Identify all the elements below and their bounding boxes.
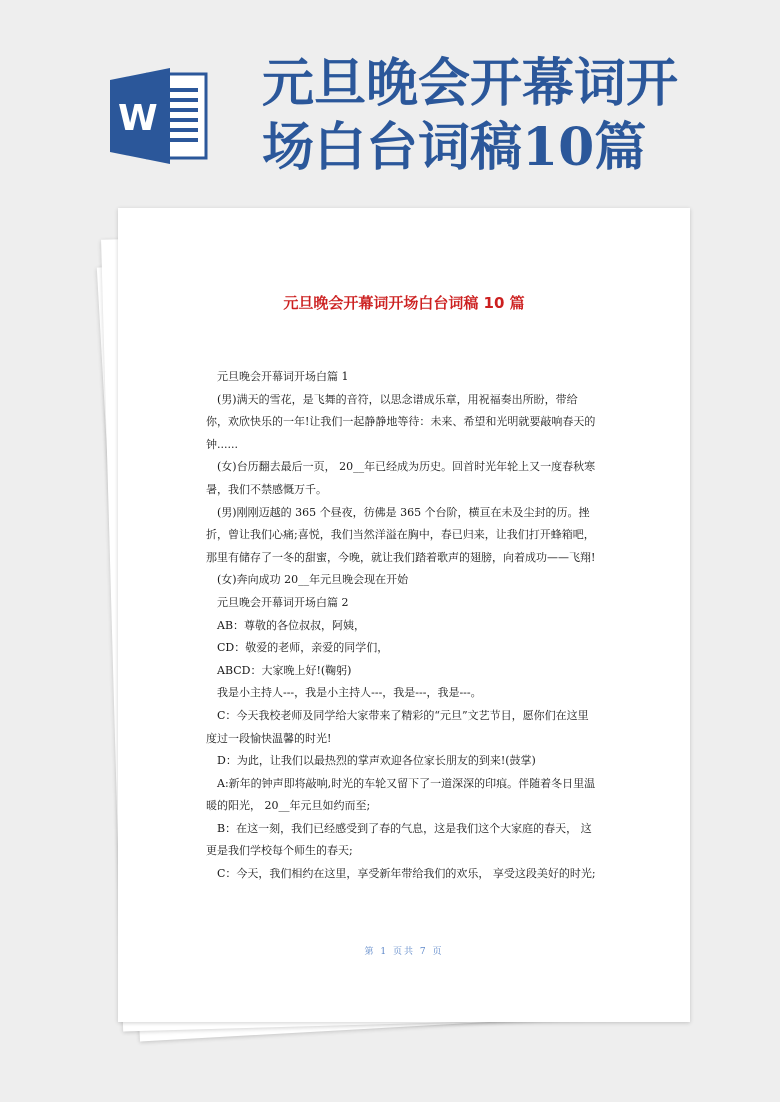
paragraph: AB：尊敬的各位叔叔，阿姨，	[217, 618, 366, 632]
paragraph: CD：敬爱的老师，亲爱的同学们，	[217, 641, 389, 655]
page-title-line-2: 场白台词稿10篇	[262, 117, 647, 178]
paragraph: (女)奔向成功 20__年元旦晚会现在开始	[217, 573, 409, 587]
paragraph: ABCD：大家晚上好!(鞠躬)	[217, 663, 352, 677]
document-page	[118, 208, 690, 1022]
paragraph: C：今天，我们相约在这里，享受新年带给我们的欢乐， 享受这段美好的时光;	[217, 867, 596, 881]
page-title	[262, 52, 762, 180]
svg-text:W: W	[118, 98, 158, 139]
paragraph: D：为此，让我们以最热烈的掌声欢迎各位家长朋友的到来!(鼓掌)	[217, 754, 536, 768]
paragraph: (男)满天的雪花，是飞舞的音符，以思念谱成乐章，用祝福奏出所盼，带给你，欢欣快乐的一年!让我们一起静静地等待：未来、希望和光明就要敲响春天的钟......	[206, 392, 596, 451]
page-footer: 第 1 页共 7 页	[364, 947, 444, 957]
paragraph: (男)刚刚迈越的 365 个昼夜，彷佛是 365 个台阶，横亘在未及尘封的历。挫折，曾让我们心痛;喜悦，我们当然洋溢在胸中，春已归来，让我们打开蜂箱吧，那里有储存了一冬的甜蜜，今晚，就让我们踏着歌声的翅膀，向着成功——飞翔!	[206, 505, 596, 564]
paragraph: 元旦晚会开幕词开场白篇 2	[217, 595, 349, 609]
word-icon	[110, 68, 210, 164]
document-title: 元旦晚会开幕词开场白台词稿 10 篇	[283, 294, 525, 312]
paragraph: 元旦晚会开幕词开场白篇 1	[217, 370, 349, 383]
paragraph: C：今天我校老师及同学给大家带来了精彩的“元旦”文艺节目，愿你们在这里度过一段愉快温馨的时光!	[206, 708, 589, 745]
paragraph: 我是小主持人---，我是小主持人---，我是---，我是---。	[217, 686, 482, 700]
page-title-line-1: 元旦晚会开幕词开	[262, 53, 679, 114]
paragraph: A:新年的钟声即将敲响,时光的车轮又留下了一道深深的印痕。伴随着冬日里温暖的阳光， 20__年元旦如约而至;	[206, 776, 596, 813]
paragraph: (女)台历翻去最后一页， 20__年已经成为历史。回首时光年轮上又一度春秋寒暑，我们不禁感慨万千。	[206, 460, 596, 496]
document-body	[206, 366, 598, 886]
paragraph: B：在这一刻，我们已经感受到了春的气息，这是我们这个大家庭的春天， 这更是我们学校每个师生的春天;	[206, 821, 592, 858]
